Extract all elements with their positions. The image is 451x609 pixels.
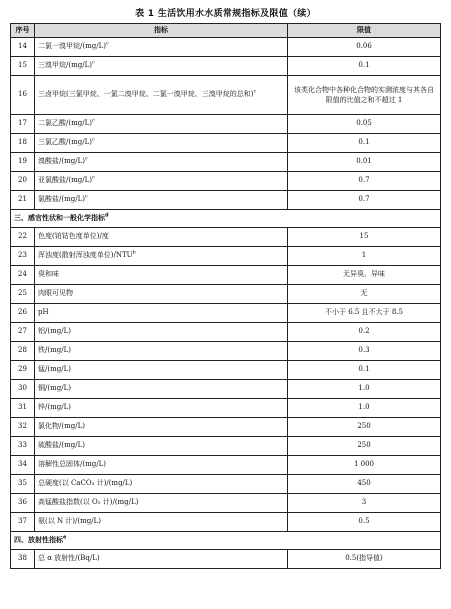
indicator-name: 锰/(mg/L) xyxy=(38,365,71,374)
indicator-name: 臭和味 xyxy=(38,270,59,279)
row-number: 28 xyxy=(11,342,35,361)
limit-value: 0.5 xyxy=(288,513,441,532)
header-limit: 限值 xyxy=(288,24,441,38)
limit-value: 1.0 xyxy=(288,380,441,399)
row-number: 38 xyxy=(11,550,35,569)
limit-value: 1 xyxy=(288,247,441,266)
indicator-cell xyxy=(35,323,288,342)
row-number: 35 xyxy=(11,475,35,494)
limit-value: 0.01 xyxy=(288,153,441,172)
indicator-name: pH xyxy=(38,308,49,317)
limit-value: 无 xyxy=(288,285,441,304)
table-row xyxy=(11,38,441,57)
section-label-text: 四、放射性指标 xyxy=(14,535,63,544)
table-row xyxy=(11,191,441,210)
footnote-mark: c xyxy=(91,59,95,66)
limit-value: 0.1 xyxy=(288,57,441,76)
indicator-cell xyxy=(35,494,288,513)
table-row xyxy=(11,456,441,475)
table-row xyxy=(11,153,441,172)
row-number: 37 xyxy=(11,513,35,532)
indicator-name: 三氯乙酸/(mg/L) xyxy=(38,138,92,147)
row-number: 23 xyxy=(11,247,35,266)
limit-value: 0.2 xyxy=(288,323,441,342)
limit-value: 0.1 xyxy=(288,134,441,153)
indicator-cell xyxy=(35,513,288,532)
indicator-cell xyxy=(35,38,288,57)
limit-value: 1 000 xyxy=(288,456,441,475)
table-row xyxy=(11,57,441,76)
indicator-cell xyxy=(35,191,288,210)
table-caption: 表 1 生活饮用水水质常规指标及限值（续） xyxy=(135,9,316,19)
indicator-name: 高锰酸盐指数(以 O₂ 计)/(mg/L) xyxy=(38,498,139,507)
indicator-name: 溴酸盐/(mg/L) xyxy=(38,157,85,166)
indicator-cell xyxy=(35,76,288,115)
indicator-name: 铁/(mg/L) xyxy=(38,346,71,355)
footnote-mark: c xyxy=(91,117,95,124)
limit-value: 0.5(指导值) xyxy=(288,550,441,569)
row-number: 14 xyxy=(11,38,35,57)
indicator-name: 铝/(mg/L) xyxy=(38,327,71,336)
limit-value: 无异臭、异味 xyxy=(288,266,441,285)
table-row xyxy=(11,76,441,115)
row-number: 29 xyxy=(11,361,35,380)
indicator-name: 二氯乙酸/(mg/L) xyxy=(38,119,92,128)
indicator-cell xyxy=(35,247,288,266)
row-number: 21 xyxy=(11,191,35,210)
header-indicator: 指标 xyxy=(35,24,288,38)
indicator-cell xyxy=(35,456,288,475)
footnote-mark: c xyxy=(105,40,109,47)
footnote-mark: c xyxy=(84,193,88,200)
indicator-name: 总 α 放射性/(Bq/L) xyxy=(38,554,100,563)
row-number: 22 xyxy=(11,228,35,247)
limit-value: 0.7 xyxy=(288,191,441,210)
footnote-mark: d xyxy=(105,212,109,219)
section-label-text: 三、感官性状和一般化学指标 xyxy=(14,213,105,222)
row-number: 36 xyxy=(11,494,35,513)
indicator-cell xyxy=(35,304,288,323)
indicator-name: 溶解性总固体/(mg/L) xyxy=(38,460,106,469)
indicator-cell xyxy=(35,153,288,172)
indicator-name: 浑浊度(散射浑浊度单位)/NTU xyxy=(38,251,133,260)
table-body xyxy=(11,38,441,569)
table-row xyxy=(11,342,441,361)
indicator-cell xyxy=(35,380,288,399)
indicator-name: 硫酸盐/(mg/L) xyxy=(38,441,85,450)
footnote-mark: c xyxy=(91,136,95,143)
indicator-cell xyxy=(35,550,288,569)
indicator-cell xyxy=(35,228,288,247)
table-row xyxy=(11,134,441,153)
limit-value: 0.1 xyxy=(288,361,441,380)
footnote-mark: b xyxy=(132,249,136,256)
table-row xyxy=(11,115,441,134)
row-number: 32 xyxy=(11,418,35,437)
row-number: 27 xyxy=(11,323,35,342)
table-row xyxy=(11,285,441,304)
indicator-cell xyxy=(35,475,288,494)
limit-value: 0.05 xyxy=(288,115,441,134)
table-row xyxy=(11,399,441,418)
row-number: 17 xyxy=(11,115,35,134)
section-row xyxy=(11,532,441,550)
table-row xyxy=(11,304,441,323)
table-row xyxy=(11,418,441,437)
table-header-row xyxy=(11,24,441,38)
section-label xyxy=(11,532,441,550)
table-row xyxy=(11,323,441,342)
indicator-name: 总硬度(以 CaCO₃ 计)/(mg/L) xyxy=(38,479,133,488)
row-number: 31 xyxy=(11,399,35,418)
indicator-cell xyxy=(35,172,288,191)
footnote-mark: c xyxy=(91,174,95,181)
table-row xyxy=(11,494,441,513)
water-quality-table xyxy=(10,23,441,569)
table-row xyxy=(11,228,441,247)
indicator-name: 亚氯酸盐/(mg/L) xyxy=(38,176,92,185)
indicator-cell xyxy=(35,399,288,418)
table-row xyxy=(11,172,441,191)
indicator-cell xyxy=(35,342,288,361)
row-number: 26 xyxy=(11,304,35,323)
table-row xyxy=(11,550,441,569)
table-row xyxy=(11,437,441,456)
table-row xyxy=(11,380,441,399)
row-number: 34 xyxy=(11,456,35,475)
header-number: 序号 xyxy=(11,24,35,38)
limit-value: 1.0 xyxy=(288,399,441,418)
row-number: 16 xyxy=(11,76,35,115)
indicator-cell xyxy=(35,134,288,153)
row-number: 25 xyxy=(11,285,35,304)
indicator-name: 色度(铂钴色度单位)/度 xyxy=(38,232,109,241)
indicator-name: 氯化物/(mg/L) xyxy=(38,422,85,431)
indicator-name: 二氯一溴甲烷/(mg/L) xyxy=(38,42,106,51)
indicator-name: 氯酸盐/(mg/L) xyxy=(38,195,85,204)
row-number: 15 xyxy=(11,57,35,76)
indicator-cell xyxy=(35,115,288,134)
limit-value: 不小于 6.5 且不大于 8.5 xyxy=(288,304,441,323)
indicator-name: 肉眼可见物 xyxy=(38,289,73,298)
footnote-mark: e xyxy=(63,534,67,541)
limit-value: 250 xyxy=(288,437,441,456)
limit-value: 该类化合物中各种化合物的实测浓度与其各自限值的比值之和不超过 1 xyxy=(288,76,441,115)
row-number: 33 xyxy=(11,437,35,456)
table-row xyxy=(11,266,441,285)
limit-value: 0.7 xyxy=(288,172,441,191)
row-number: 24 xyxy=(11,266,35,285)
table-row xyxy=(11,361,441,380)
footnote-mark: c xyxy=(253,88,257,95)
footnote-mark: c xyxy=(84,155,88,162)
indicator-cell xyxy=(35,285,288,304)
section-row xyxy=(11,210,441,228)
indicator-name: 三卤甲烷(三氯甲烷、一氯二溴甲烷、二氯一溴甲烷、三溴甲烷的总和) xyxy=(38,90,254,99)
indicator-cell xyxy=(35,266,288,285)
table-row xyxy=(11,513,441,532)
limit-value: 250 xyxy=(288,418,441,437)
limit-value: 3 xyxy=(288,494,441,513)
limit-value: 450 xyxy=(288,475,441,494)
limit-value: 0.3 xyxy=(288,342,441,361)
indicator-cell xyxy=(35,418,288,437)
indicator-cell xyxy=(35,361,288,380)
row-number: 30 xyxy=(11,380,35,399)
indicator-name: 锌/(mg/L) xyxy=(38,403,71,412)
indicator-cell xyxy=(35,437,288,456)
table-row xyxy=(11,475,441,494)
indicator-name: 铜/(mg/L) xyxy=(38,384,71,393)
limit-value: 15 xyxy=(288,228,441,247)
indicator-name: 三溴甲烷/(mg/L) xyxy=(38,61,92,70)
indicator-name: 氨(以 N 计)/(mg/L) xyxy=(38,517,101,526)
row-number: 20 xyxy=(11,172,35,191)
indicator-cell xyxy=(35,57,288,76)
row-number: 19 xyxy=(11,153,35,172)
row-number: 18 xyxy=(11,134,35,153)
section-label xyxy=(11,210,441,228)
limit-value: 0.06 xyxy=(288,38,441,57)
table-row xyxy=(11,247,441,266)
